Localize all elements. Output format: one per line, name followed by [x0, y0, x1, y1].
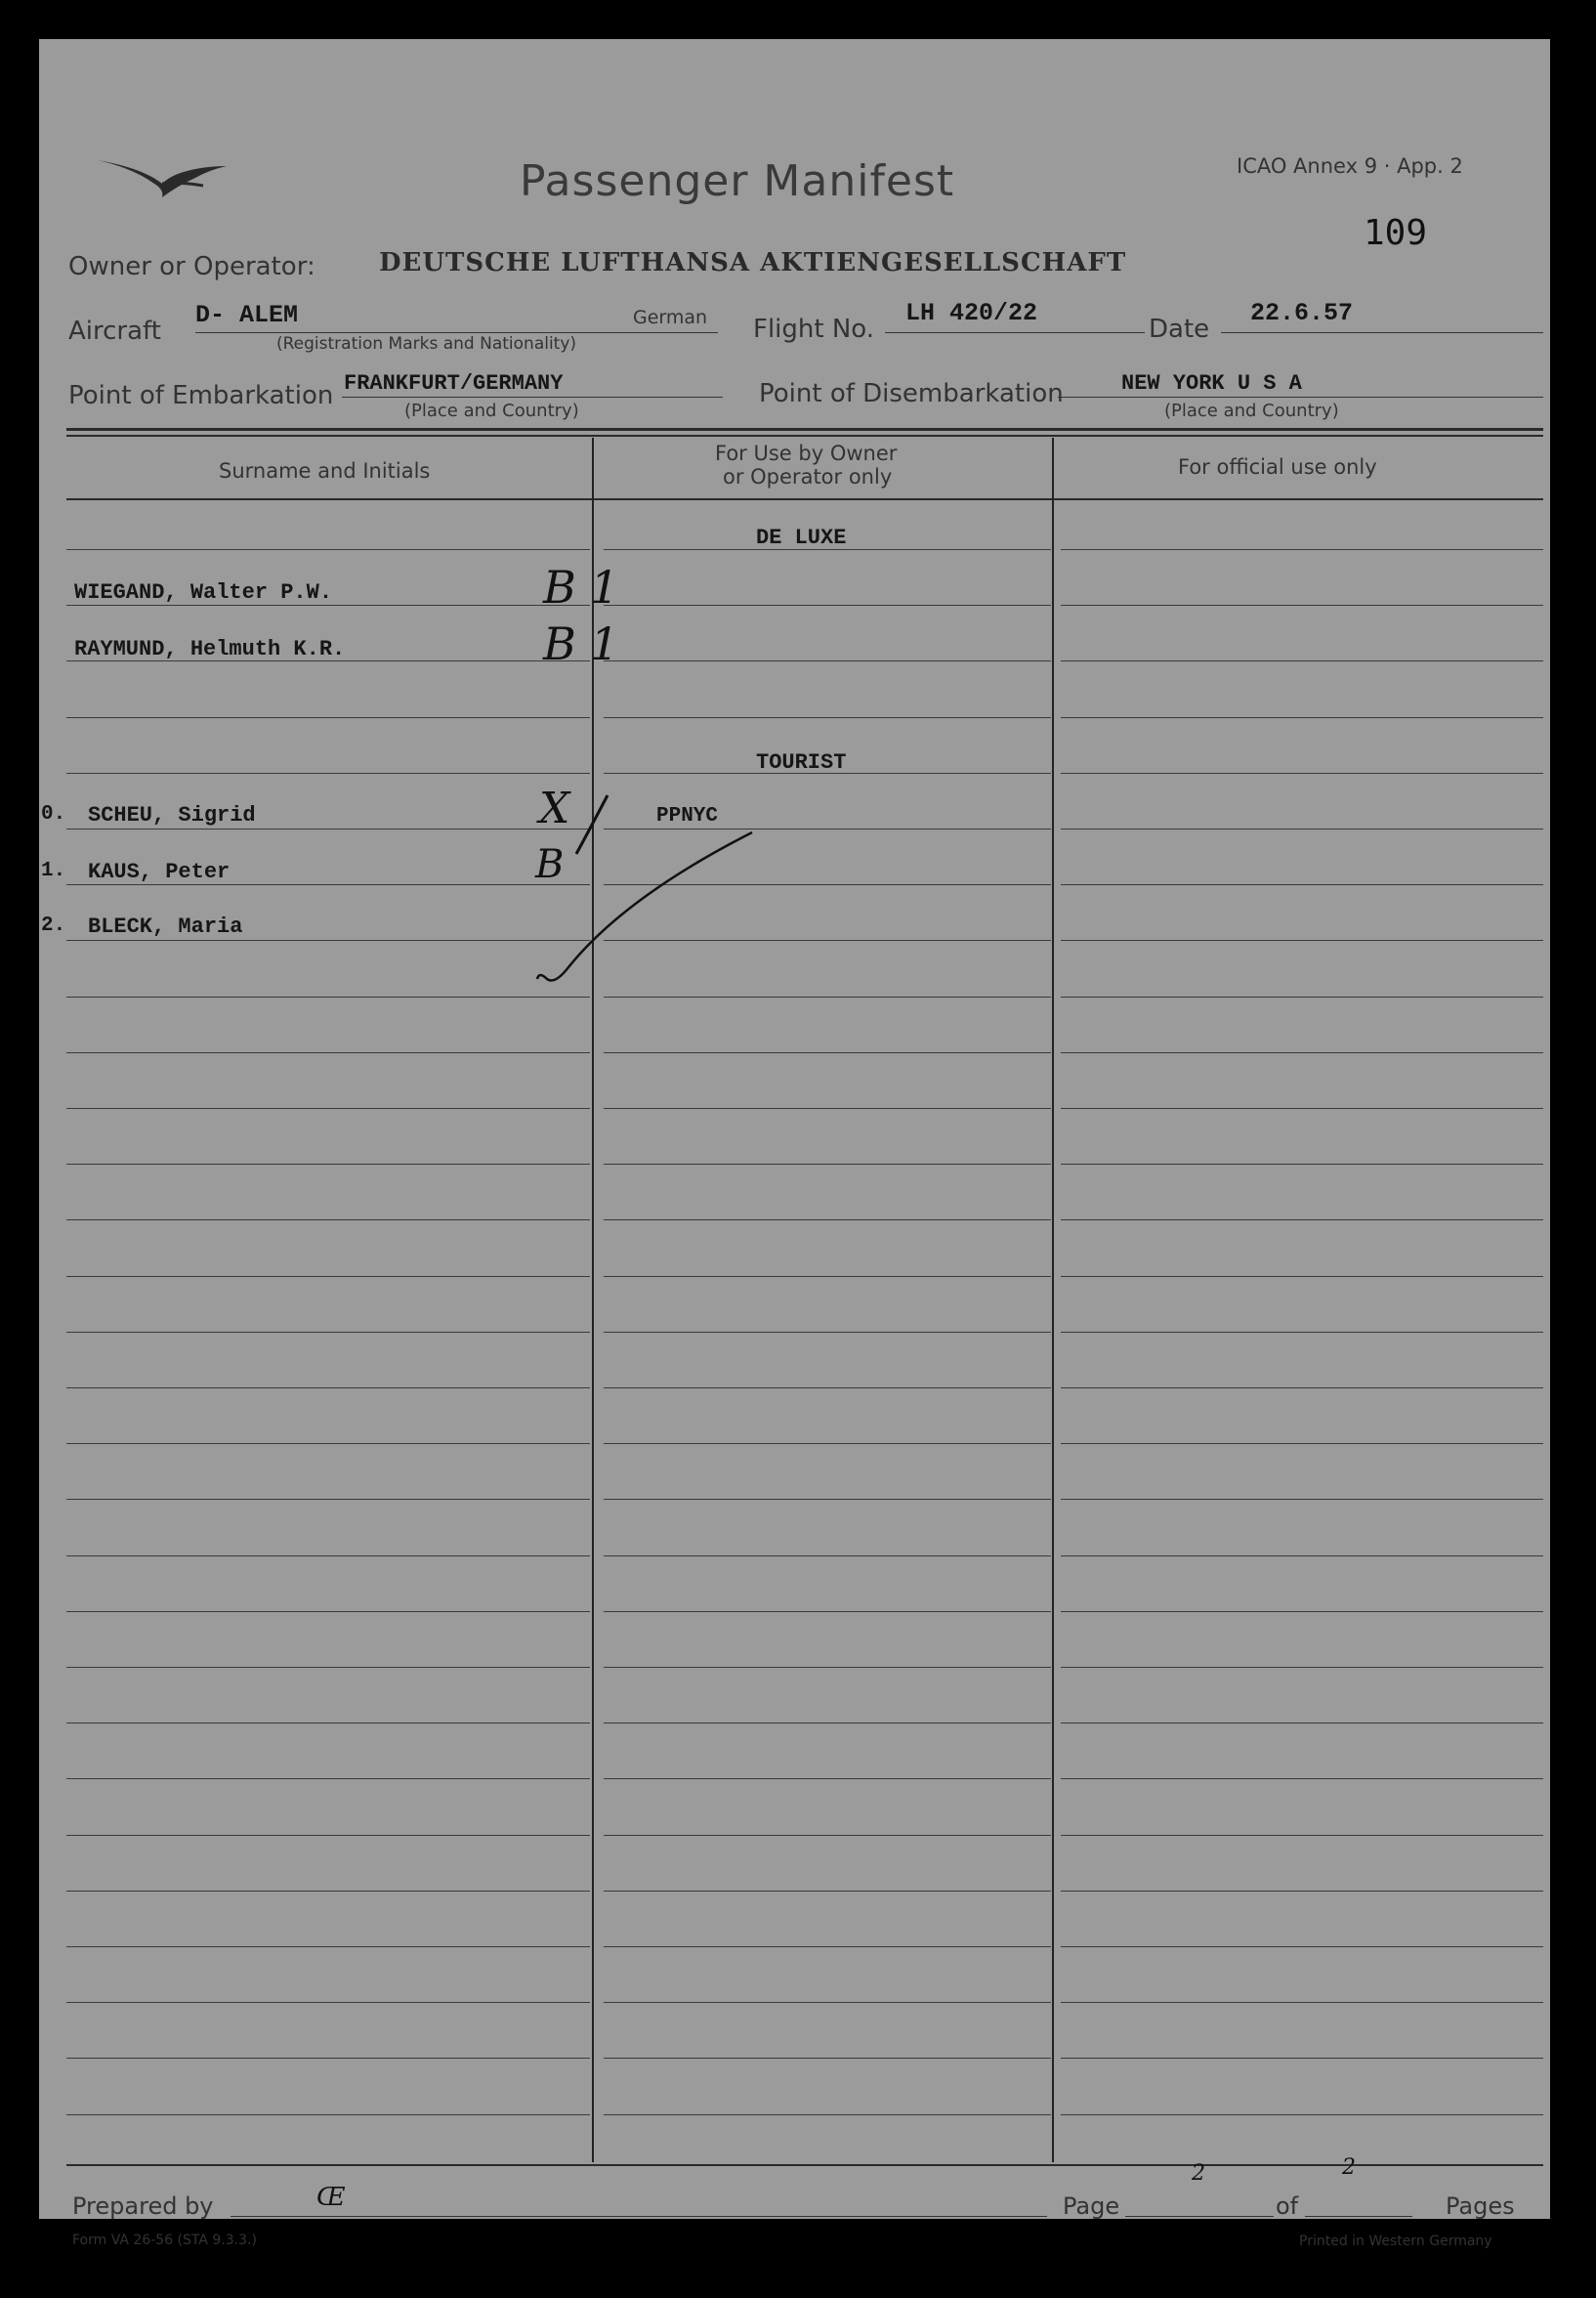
icao-reference: ICAO Annex 9 · App. 2 — [1237, 154, 1463, 178]
table-row-line — [1061, 997, 1543, 998]
passenger-mark: B 1 — [543, 617, 619, 670]
table-row-line — [604, 997, 1051, 998]
footer-rule — [66, 2164, 1543, 2166]
passenger-mark: X — [539, 784, 570, 833]
table-row-line — [604, 1443, 1051, 1444]
page-title: Passenger Manifest — [520, 156, 955, 206]
table-row-line — [1061, 549, 1543, 550]
disembarkation-label: Point of Disembarkation — [759, 379, 1064, 408]
prepared-by-value: Œ — [316, 2183, 346, 2212]
table-row-line — [66, 1555, 590, 1556]
table-row-line — [66, 1946, 590, 1947]
table-row-line — [66, 829, 590, 830]
of-value: 2 — [1342, 2155, 1356, 2180]
date-line — [1221, 332, 1543, 333]
passenger-prefix: 1. — [41, 860, 66, 882]
table-row-line — [604, 1555, 1051, 1556]
manifest-sheet — [39, 39, 1550, 2249]
date-value: 22.6.57 — [1250, 299, 1354, 327]
table-row-line — [1061, 660, 1543, 661]
table-row-line — [66, 2058, 590, 2059]
table-row-line — [66, 2114, 590, 2115]
owner-value: DEUTSCHE LUFTHANSA AKTIENGESELLSCHAFT — [379, 248, 1127, 277]
table-row-line — [66, 1835, 590, 1836]
passenger-name: KAUS, Peter — [88, 860, 231, 884]
table-row-line — [1061, 773, 1543, 774]
table-row-line — [604, 605, 1051, 606]
table-row-line — [1061, 1443, 1543, 1444]
embarkation-caption: (Place and Country) — [404, 401, 579, 421]
column-header-rule — [66, 498, 1543, 500]
embarkation-line — [342, 397, 723, 398]
section-label-tourist: TOURIST — [756, 750, 847, 775]
form-id: Form VA 26-56 (STA 9.3.3.) — [72, 2233, 257, 2248]
table-row-line — [1061, 1611, 1543, 1612]
table-row-line — [66, 1778, 590, 1779]
table-row-line — [604, 1219, 1051, 1220]
table-row-line — [604, 1778, 1051, 1779]
table-row-line — [66, 717, 590, 718]
table-row-line — [66, 549, 590, 550]
table-row-line — [1061, 1276, 1543, 1277]
table-row-line — [1061, 1667, 1543, 1668]
handwritten-check-mark — [518, 787, 772, 993]
table-row-line — [604, 1164, 1051, 1165]
table-row-line — [66, 1164, 590, 1165]
lufthansa-crane-logo — [94, 147, 231, 207]
table-row-line — [66, 997, 590, 998]
table-row-line — [1061, 1164, 1543, 1165]
of-line — [1305, 2216, 1412, 2217]
page-number: 109 — [1364, 213, 1428, 253]
table-row-line — [1061, 829, 1543, 830]
embarkation-label: Point of Embarkation — [68, 381, 334, 410]
table-row-line — [604, 1611, 1051, 1612]
table-row-line — [1061, 717, 1543, 718]
table-row-line — [1061, 940, 1543, 941]
passenger-prefix: 2. — [41, 915, 66, 937]
table-row-line — [1061, 1219, 1543, 1220]
table-row-line — [604, 717, 1051, 718]
table-row-line — [66, 605, 590, 606]
section-label-deluxe: DE LUXE — [756, 526, 847, 550]
printed-in: Printed in Western Germany — [1299, 2234, 1492, 2249]
flight-label: Flight No. — [753, 315, 875, 344]
disembarkation-caption: (Place and Country) — [1164, 401, 1339, 421]
page-value: 2 — [1192, 2161, 1205, 2186]
header-rule-top — [66, 428, 1543, 431]
embarkation-value: FRANKFURT/GERMANY — [344, 371, 564, 396]
flight-line — [885, 332, 1145, 333]
aircraft-label: Aircraft — [68, 317, 161, 346]
header-rule-bottom — [66, 435, 1543, 437]
table-row-line — [604, 1052, 1051, 1053]
date-label: Date — [1149, 315, 1210, 344]
passenger-mark: B — [535, 842, 565, 887]
page-line — [1125, 2216, 1274, 2217]
aircraft-nationality: German — [633, 307, 708, 328]
table-row-line — [1061, 1946, 1543, 1947]
table-row-line — [1061, 1052, 1543, 1053]
table-row-line — [604, 1891, 1051, 1892]
table-row-line — [1061, 1778, 1543, 1779]
column-divider-1 — [592, 438, 594, 2162]
table-row-line — [1061, 1835, 1543, 1836]
flight-value: LH 420/22 — [905, 299, 1038, 327]
table-row-line — [66, 1108, 590, 1109]
table-row-line — [604, 1332, 1051, 1333]
disembarkation-value: NEW YORK U S A — [1121, 371, 1302, 396]
table-row-line — [66, 1443, 590, 1444]
table-row-line — [1061, 2058, 1543, 2059]
column-divider-2 — [1052, 438, 1054, 2162]
pages-label: Pages — [1446, 2192, 1515, 2220]
table-row-line — [66, 1891, 590, 1892]
passenger-name: BLECK, Maria — [88, 915, 243, 939]
column-header-owner-1: For Use by Owner — [715, 442, 898, 465]
table-row-line — [66, 1667, 590, 1668]
table-row-line — [1061, 1387, 1543, 1388]
table-row-line — [1061, 1723, 1543, 1724]
table-row-line — [604, 1835, 1051, 1836]
table-row-line — [66, 1332, 590, 1333]
table-row-line — [1061, 1332, 1543, 1333]
table-row-line — [66, 1499, 590, 1500]
table-row-line — [604, 1946, 1051, 1947]
passenger-name: RAYMUND, Helmuth K.R. — [74, 637, 346, 661]
table-row-line — [1061, 1555, 1543, 1556]
passenger-note: PPNYC — [656, 805, 719, 828]
page-label: Page — [1063, 2192, 1120, 2220]
aircraft-caption: (Registration Marks and Nationality) — [276, 334, 577, 354]
column-header-names: Surname and Initials — [219, 459, 431, 483]
table-row-line — [604, 1723, 1051, 1724]
table-row-line — [66, 884, 590, 885]
column-header-official: For official use only — [1178, 455, 1377, 479]
aircraft-line — [195, 332, 718, 333]
table-row-line — [604, 1499, 1051, 1500]
table-row-line — [604, 1108, 1051, 1109]
owner-label: Owner or Operator: — [68, 252, 315, 281]
table-row-line — [604, 1276, 1051, 1277]
passenger-name: SCHEU, Sigrid — [88, 803, 256, 828]
table-row-line — [604, 2114, 1051, 2115]
table-row-line — [1061, 884, 1543, 885]
disembarkation-line — [1058, 397, 1543, 398]
table-row-line — [604, 2058, 1051, 2059]
passenger-prefix: 0. — [41, 803, 66, 826]
table-row-line — [604, 1387, 1051, 1388]
table-row-line — [1061, 1891, 1543, 1892]
table-row-line — [66, 940, 590, 941]
aircraft-value: D- ALEM — [195, 301, 299, 329]
table-row-line — [66, 773, 590, 774]
table-row-line — [66, 1723, 590, 1724]
table-row-line — [66, 1387, 590, 1388]
of-label: of — [1276, 2192, 1299, 2220]
table-row-line — [66, 1276, 590, 1277]
column-header-owner-2: or Operator only — [723, 465, 893, 489]
table-row-line — [66, 1611, 590, 1612]
table-row-line — [1061, 1499, 1543, 1500]
table-row-line — [66, 2002, 590, 2003]
table-row-line — [604, 1667, 1051, 1668]
table-row-line — [66, 1052, 590, 1053]
table-row-line — [604, 2002, 1051, 2003]
prepared-by-label: Prepared by — [72, 2192, 214, 2220]
passenger-mark: B 1 — [543, 561, 619, 614]
table-row-line — [604, 660, 1051, 661]
table-row-line — [66, 1219, 590, 1220]
passenger-name: WIEGAND, Walter P.W. — [74, 580, 333, 605]
table-row-line — [1061, 2002, 1543, 2003]
table-row-line — [1061, 605, 1543, 606]
table-row-line — [1061, 2114, 1543, 2115]
prepared-by-line — [231, 2216, 1047, 2217]
table-row-line — [1061, 1108, 1543, 1109]
